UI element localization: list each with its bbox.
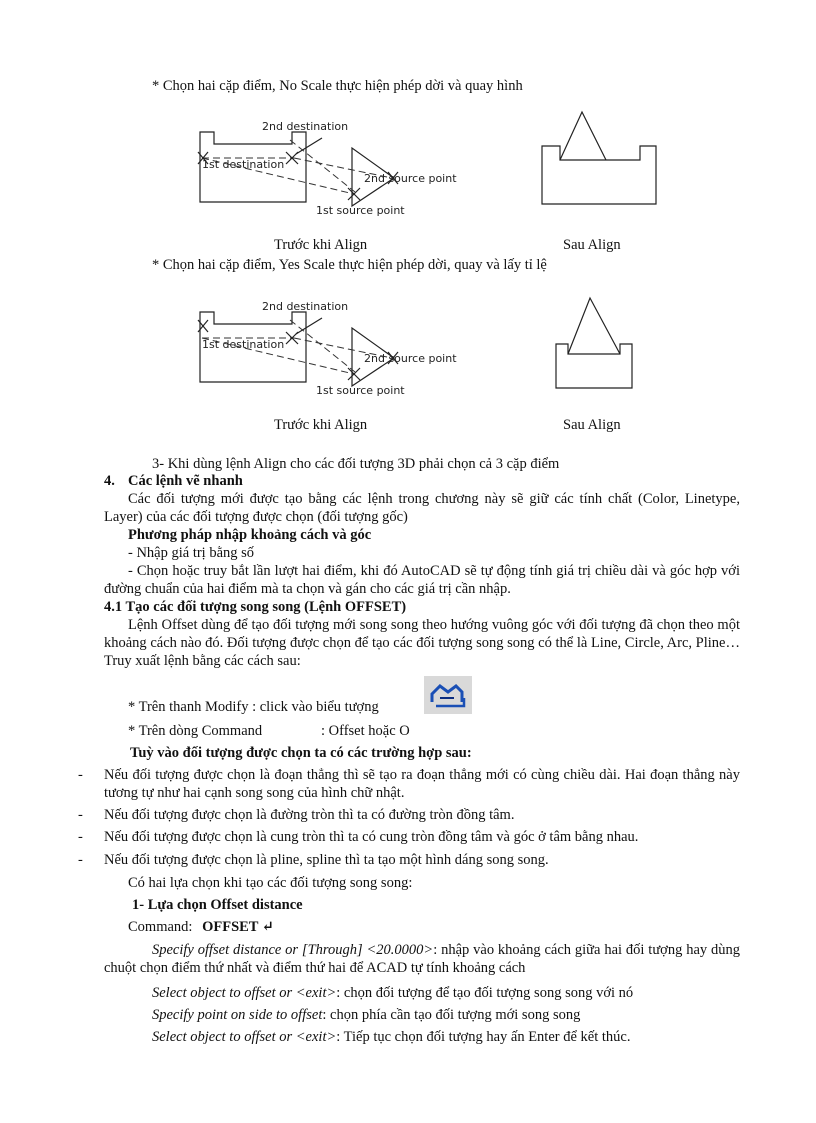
caption-after-1: Sau Align	[563, 237, 621, 253]
caption-after-2: Sau Align	[563, 417, 621, 433]
no-scale-before-figure	[190, 110, 490, 225]
case-bullet: -	[78, 807, 83, 823]
section4-item-2: - Chọn hoặc truy bắt lần lượt hai điểm, khi đó AutoCAD sẽ tự động tính giá trị chiều dài và góc hợp với đường chuẩn của hai điểm mà ta chọn và gán cho các giá trị cần nhập.	[104, 563, 740, 597]
access-command-value: : Offset hoặc O	[321, 723, 410, 739]
prompt3-desc: : chọn phía cần tạo đối tượng mới song song	[322, 1007, 581, 1023]
case-item-2: Nếu đối tượng được chọn là đường tròn thì ta có đường tròn đồng tâm.	[104, 807, 515, 823]
case-bullet: -	[78, 852, 83, 868]
section4-item-1: - Nhập giá trị bằng số	[128, 545, 255, 561]
no-scale-heading: * Chọn hai cặp điểm, No Scale thực hiện phép dời và quay hình	[152, 78, 523, 94]
label-1st-destination-2: 1st destination	[202, 338, 285, 351]
option1-heading: 1- Lựa chọn Offset distance	[132, 897, 303, 913]
yes-scale-before-figure	[190, 290, 490, 405]
prompt1-block	[104, 941, 740, 977]
prompt3: Specify point on side to offset	[152, 1007, 323, 1023]
prompt1-desc: : nhập vào khoảng cách giữa hai đối tượng hay dùng chuột chọn điểm thứ nhất và điểm thứ hai để ACAD tự tính khoảng cách	[104, 942, 740, 976]
section4-subheading: Phương pháp nhập khoảng cách và góc	[128, 527, 372, 543]
case-bullet: -	[78, 829, 83, 845]
prompt2-line	[152, 984, 633, 1002]
label-1st-source: 1st source point	[316, 204, 405, 217]
prompt4: Select object to offset or <exit>	[152, 1029, 337, 1045]
prompt1: Specify offset distance or [Through] <20.0000>	[152, 942, 434, 958]
section41-paragraph: Lệnh Offset dùng để tạo đối tượng mới song song theo hướng vuông góc với đối tượng đã chọn theo một khoảng cách nào đó. Đối tượng được chọn để tạo các đối tượng song song có thể là Line, Circle, Arc, Pline…Truy xuất lệnh bằng các cách sau:	[104, 617, 740, 669]
prompt4-desc: : Tiếp tục chọn đối tượng hay ấn Enter để kết thúc.	[336, 1029, 631, 1045]
caption-before-2: Trước khi Align	[274, 417, 368, 433]
prompt4-line	[152, 1028, 630, 1046]
section4-heading: Các lệnh vẽ nhanh	[128, 473, 243, 489]
command-value: OFFSET ↵	[202, 919, 274, 935]
label-2nd-source: 2nd source point	[364, 172, 457, 185]
yes-scale-after-figure	[550, 292, 650, 392]
caption-before-1: Trước khi Align	[274, 237, 368, 253]
case-item-4: Nếu đối tượng được chọn là pline, spline thì ta tạo một hình dáng song song.	[104, 852, 549, 868]
cases-heading: Tuỳ vào đối tượng được chọn ta có các trường hợp sau:	[130, 745, 472, 761]
section4-number: 4.	[104, 473, 115, 489]
prompt2: Select object to offset or <exit>	[152, 985, 337, 1001]
two-options-text: Có hai lựa chọn khi tạo các đối tượng song song:	[128, 875, 413, 891]
label-2nd-source-2: 2nd source point	[364, 352, 457, 365]
section4-paragraph: Các đối tượng mới được tạo bằng các lệnh trong chương này sẽ giữ các tính chất (Color, Linetype, Layer) của các đối tượng được chọn (đối tượng gốc)	[104, 491, 740, 525]
section41-heading: 4.1 Tạo các đối tượng song song (Lệnh OFFSET)	[104, 599, 407, 615]
label-1st-source-2: 1st source point	[316, 384, 405, 397]
command-line	[128, 918, 274, 936]
case-bullet: -	[78, 767, 83, 783]
no-scale-after-figure	[538, 108, 663, 208]
command-label: Command:	[128, 919, 193, 935]
access-command: * Trên dòng Command	[128, 723, 263, 739]
case-item-3: Nếu đối tượng được chọn là cung tròn thì ta có cung tròn đồng tâm và góc ở tâm bằng nhau.	[104, 829, 639, 845]
offset-tool-icon[interactable]	[424, 676, 472, 714]
label-2nd-destination: 2nd destination	[262, 120, 349, 133]
case-item-1: Nếu đối tượng được chọn là đoạn thẳng thì sẽ tạo ra đoạn thẳng mới có cùng chiều dài. Hai đoạn thẳng này tương tự như hai cạnh song song của hình chữ nhật.	[104, 767, 740, 801]
label-2nd-destination-2: 2nd destination	[262, 300, 349, 313]
prompt2-desc: : chọn đối tượng để tạo đối tượng song song với nó	[336, 985, 634, 1001]
yes-scale-heading: * Chọn hai cặp điểm, Yes Scale thực hiện phép dời, quay và lấy tỉ lệ	[152, 257, 547, 273]
align-3d-note: 3- Khi dùng lệnh Align cho các đối tượng 3D phải chọn cả 3 cặp điểm	[152, 456, 560, 472]
prompt3-line	[152, 1006, 580, 1024]
access-modify: * Trên thanh Modify : click vào biểu tượng	[128, 699, 379, 715]
label-1st-destination: 1st destination	[202, 158, 285, 171]
